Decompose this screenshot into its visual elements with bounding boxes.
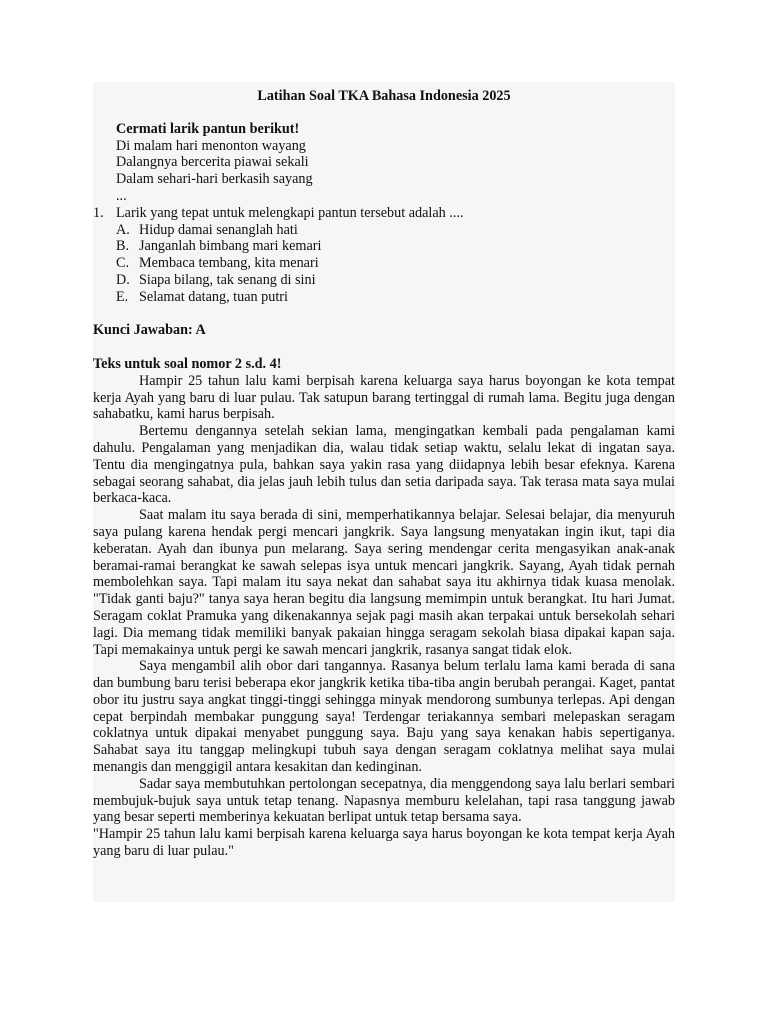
option-letter: C. [116,255,130,272]
option-letter: A. [116,221,130,238]
option-letter: B. [116,238,130,255]
option-letter: D. [116,271,130,288]
pantun-line: Di malam hari menonton wayang [116,137,306,154]
pantun-line: Dalangnya bercerita piawai sekali [116,154,309,171]
option-letter: E. [116,288,129,305]
option-text: Siapa bilang, tak senang di sini [139,271,316,288]
question-1 [93,205,675,222]
spacer [93,339,675,356]
closing-quote: "Hampir 25 tahun lalu kami berpisah karena keluarga saya harus boyongan ke kota tempat kerja Ayah yang baru di luar pulau." [93,826,675,860]
paragraph: Hampir 25 tahun lalu kami berpisah karena keluarga saya harus boyongan ke kota tempat kerja Ayah yang baru di luar pulau. Tak satupun barang tertinggal di rumah lama. Begitu juga dengan sahabatku, kami harus berpisah. [93,372,675,423]
paragraph: Bertemu dengannya setelah sekian lama, mengingatkan kembali pada pengalaman kami dahulu. Pengalaman yang menjadikan dia, walau tidak setiap waktu, selalu lekat di ingatan saya. Tentu dia mengingatnya pula, bahkan saya yakin rasa yang diidapnya lebih besar efeknya. Karena sebagai seorang sahabat, dia jelas jauh lebih tulus dan setia daripada saya. Tak terasa mata saya mulai berkaca-kaca. [93,423,675,507]
pantun-line: ... [116,187,127,204]
option-b [93,238,675,255]
option-text: Membaca tembang, kita menari [139,255,319,272]
question-number: 1. [93,204,104,221]
text-heading: Teks untuk soal nomor 2 s.d. 4! [93,355,282,372]
paragraph: Saya mengambil alih obor dari tangannya. Rasanya belum terlalu lama kami berada di sana dan bumbung baru terisi beberapa ekor jangkrik ketika tiba-tiba angin berubah perangai. Kaget, pantat obor itu justru saya angkat tinggi-tinggi sehingga minyak mendorong sumbunya terlepas. Api dengan cepat berpindah membakar punggung saya! Terdengar teriakannya sembari melepaskan seragam coklatnya untuk dipakai menyabet punggung saya. Baju yang saya kenakan habis sepertiganya. Sahabat saya itu tanggap melingkupi tubuh saya dengan seragam coklatnya melihat saya mulai menangis dan menggigil antara kesakitan dan kedinginan. [93,658,675,776]
spacer [93,306,675,323]
option-text: Janganlah bimbang mari kemari [139,238,322,255]
document-content [93,88,675,860]
option-d [93,272,675,289]
document-title: Latihan Soal TKA Bahasa Indonesia 2025 [257,88,511,104]
option-a [93,222,675,239]
paragraph: Saat malam itu saya berada di sini, memperhatikannya belajar. Selesai belajar, dia menyuruh saya pulang karena hendak pergi mencari jangkrik. Saya langsung menyatakan ingin ikut, tapi dia keberatan. Ayah dan ibunya pun melarang. Saya sering mendengar cerita mengasyikan anak-anak beramai-ramai berangkat ke sawah selepas isya untuk mencari jangkrik. Sayang, Ayah tidak pernah membolehkan saya. Tapi malam itu saya nekat dan sahabat saya itu akhirnya tidak kuasa menolak. "Tidak ganti baju?" tanya saya heran begitu dia langsung memimpin untuk berangkat. Itu hari Jumat. Seragam coklat Pramuka yang dikenakannya sejak pagi masih akan terpakai untuk bersekolah sehari lagi. Dia memang tidak memiliki banyak pakaian hingga seragam sekolah biasa dipakai kapan saja. Tapi memakainya untuk pergi ke sawah mencari jangkrik, rasanya sangat tidak elok. [93,507,675,658]
pantun-heading: Cermati larik pantun berikut! [116,120,300,137]
paragraph: Sadar saya membutuhkan pertolongan secepatnya, dia menggendong saya lalu berlari sembari membujuk-bujuk saya untuk tetap tenang. Napasnya memburu kelelahan, tapi rasa tanggung jawab yang besar seperti memberinya kekuatan berlipat untuk tetap bersama saya. [93,775,675,826]
pantun-block [93,121,675,205]
option-c [93,255,675,272]
option-e [93,289,675,306]
option-text: Hidup damai senanglah hati [139,221,298,238]
question-text: Larik yang tepat untuk melengkapi pantun tersebut adalah .... [116,204,464,221]
option-text: Selamat datang, tuan putri [139,288,288,305]
answer-key: Kunci Jawaban: A [93,322,206,339]
pantun-line: Dalam sehari-hari berkasih sayang [116,171,313,188]
